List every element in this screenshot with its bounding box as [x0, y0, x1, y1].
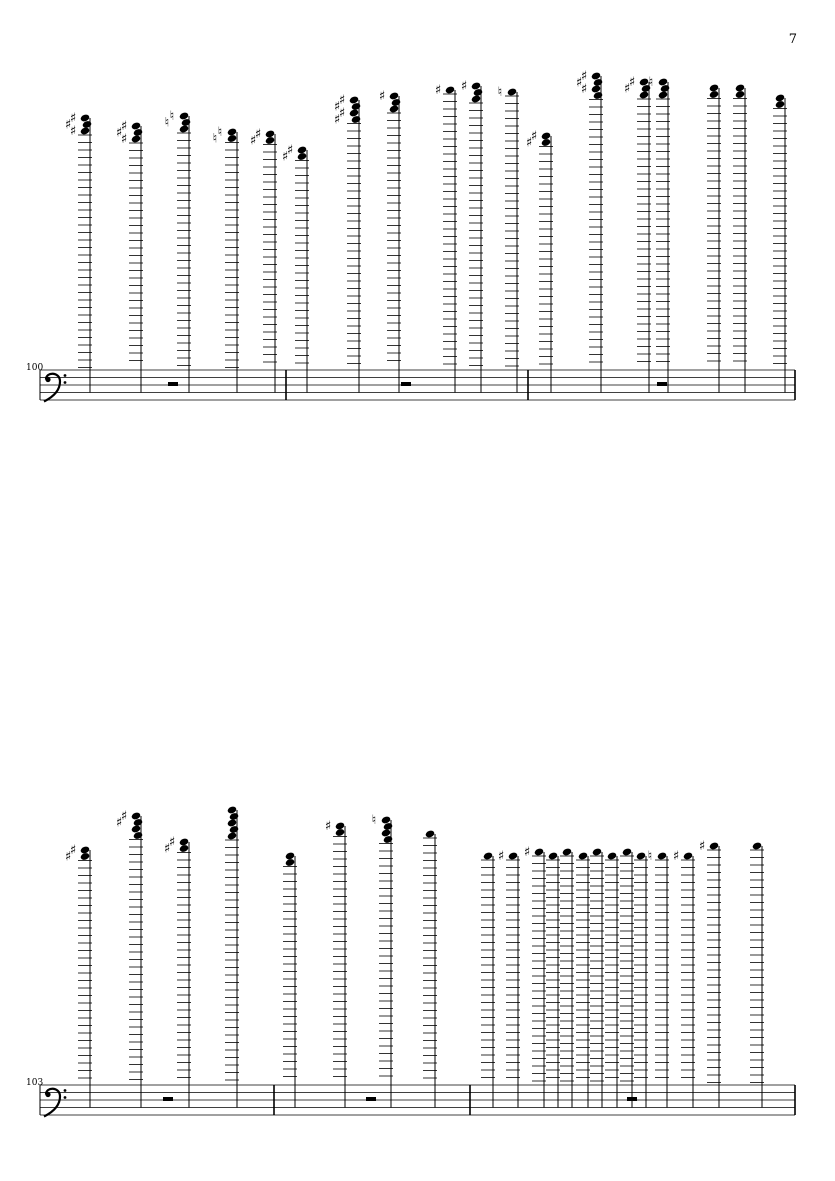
- note-head: [752, 841, 762, 850]
- note-head: [508, 851, 518, 860]
- note-head: [389, 91, 399, 100]
- note-head: [775, 93, 785, 102]
- natural-accidental-icon: ♮: [217, 125, 223, 140]
- note-head: [389, 104, 399, 113]
- note-head: [181, 118, 191, 127]
- note-head: [80, 113, 90, 122]
- note-head: [735, 83, 745, 92]
- note-head: [131, 121, 141, 130]
- note-head: [179, 837, 189, 846]
- natural-accidental-icon: ♮: [647, 849, 653, 864]
- sharp-accidental-icon: ♯: [69, 843, 77, 858]
- note-head: [179, 124, 189, 133]
- note-head: [179, 111, 189, 120]
- note-head: [80, 852, 90, 861]
- note-head: [658, 77, 668, 86]
- note-head: [541, 131, 551, 140]
- note-head: [735, 90, 745, 99]
- note-head: [229, 812, 239, 821]
- whole-rest-icon: [401, 382, 411, 386]
- sharp-accidental-icon: ♯: [324, 819, 332, 834]
- note-head: [131, 824, 141, 833]
- note-head: [622, 847, 632, 856]
- sharp-accidental-icon: ♯: [120, 809, 128, 824]
- note-head: [591, 71, 601, 80]
- note-head: [349, 95, 359, 104]
- sharp-accidental-icon: ♯: [249, 133, 257, 149]
- note-head: [562, 847, 572, 856]
- note-head: [593, 91, 603, 100]
- natural-accidental-icon: ♮: [164, 115, 170, 131]
- sharp-accidental-icon: ♯: [69, 111, 77, 126]
- sharp-accidental-icon: ♯: [525, 135, 533, 151]
- sharp-accidental-icon: ♯: [672, 849, 680, 864]
- note-head: [639, 77, 649, 86]
- note-head: [349, 108, 359, 117]
- note-head: [483, 851, 493, 860]
- sharp-accidental-icon: ♯: [530, 129, 538, 144]
- sharp-accidental-icon: ♯: [64, 117, 72, 133]
- natural-accidental-icon: ♮: [169, 109, 175, 124]
- note-head: [657, 851, 667, 860]
- note-head: [335, 828, 345, 837]
- note-head: [391, 98, 401, 107]
- note-head: [425, 829, 435, 838]
- sharp-accidental-icon: ♯: [623, 81, 631, 97]
- sharp-accidental-icon: ♯: [497, 849, 505, 864]
- bass-clef-dot-icon: [45, 1092, 50, 1097]
- note-head: [445, 85, 455, 94]
- page-number: 7: [788, 32, 797, 47]
- whole-rest-icon: [163, 1097, 173, 1101]
- note-head: [709, 841, 719, 850]
- note-head: [593, 78, 603, 87]
- note-head: [227, 134, 237, 143]
- note-head: [285, 858, 295, 867]
- sharp-accidental-icon: ♯: [580, 82, 588, 97]
- note-head: [507, 87, 517, 96]
- note-head: [709, 83, 719, 92]
- sharp-accidental-icon: ♯: [460, 79, 468, 94]
- bass-clef-lower-dot-icon: [64, 1096, 67, 1099]
- note-head: [381, 815, 391, 824]
- sharp-accidental-icon: ♯: [64, 849, 72, 865]
- note-head: [351, 115, 361, 124]
- sharp-accidental-icon: ♯: [115, 125, 123, 141]
- note-head: [471, 81, 481, 90]
- sharp-accidental-icon: ♯: [523, 845, 531, 860]
- note-head: [541, 138, 551, 147]
- note-head: [133, 831, 143, 840]
- note-head: [607, 851, 617, 860]
- note-head: [131, 811, 141, 820]
- bass-clef-lower-dot-icon: [64, 381, 67, 384]
- sharp-accidental-icon: ♯: [163, 841, 171, 857]
- note-head: [592, 847, 602, 856]
- note-head: [229, 825, 239, 834]
- note-head: [658, 90, 668, 99]
- note-head: [578, 851, 588, 860]
- sharp-accidental-icon: ♯: [698, 839, 706, 854]
- sharp-accidental-icon: ♯: [378, 89, 386, 104]
- note-head: [534, 847, 544, 856]
- note-head: [473, 88, 483, 97]
- note-head: [265, 136, 275, 145]
- measure-number-system-2: 103: [26, 1078, 44, 1088]
- note-head: [133, 818, 143, 827]
- note-head: [709, 90, 719, 99]
- note-head: [381, 828, 391, 837]
- bass-clef-dot-icon: [45, 377, 50, 382]
- sharp-accidental-icon: ♯: [281, 149, 289, 165]
- sharp-accidental-icon: ♯: [628, 75, 636, 90]
- note-head: [227, 818, 237, 827]
- note-head: [285, 851, 295, 860]
- note-head: [351, 102, 361, 111]
- note-head: [131, 134, 141, 143]
- sharp-accidental-icon: ♯: [69, 124, 77, 139]
- note-head: [335, 821, 345, 830]
- sharp-accidental-icon: ♯: [338, 93, 346, 108]
- note-head: [639, 90, 649, 99]
- natural-accidental-icon: ♮: [371, 813, 377, 828]
- sharp-accidental-icon: ♯: [575, 75, 583, 91]
- note-head: [227, 127, 237, 136]
- note-head: [179, 844, 189, 853]
- note-head: [265, 129, 275, 138]
- note-head: [660, 84, 670, 93]
- note-head: [227, 805, 237, 814]
- sharp-accidental-icon: ♯: [333, 112, 341, 128]
- note-head: [133, 128, 143, 137]
- note-head: [591, 84, 601, 93]
- measure-number-system-1: 100: [26, 363, 44, 373]
- natural-accidental-icon: ♮: [212, 131, 218, 147]
- sharp-accidental-icon: ♯: [580, 69, 588, 84]
- note-head: [80, 126, 90, 135]
- sharp-accidental-icon: ♯: [286, 143, 294, 158]
- note-head: [548, 851, 558, 860]
- whole-rest-icon: [366, 1097, 376, 1101]
- whole-rest-icon: [168, 382, 178, 386]
- note-head: [775, 100, 785, 109]
- note-head: [227, 831, 237, 840]
- note-head: [471, 94, 481, 103]
- natural-accidental-icon: ♮: [648, 75, 654, 90]
- sharp-accidental-icon: ♯: [338, 106, 346, 121]
- whole-rest-icon: [657, 382, 667, 386]
- sharp-accidental-icon: ♯: [434, 83, 442, 98]
- sharp-accidental-icon: ♯: [254, 127, 262, 142]
- note-head: [636, 851, 646, 860]
- sharp-accidental-icon: ♯: [168, 835, 176, 850]
- note-head: [383, 835, 393, 844]
- note-head: [297, 152, 307, 161]
- bass-clef-upper-dot-icon: [64, 1089, 67, 1092]
- note-head: [80, 845, 90, 854]
- sharp-accidental-icon: ♯: [115, 815, 123, 831]
- sharp-accidental-icon: ♯: [120, 132, 128, 147]
- note-head: [683, 851, 693, 860]
- bass-clef-upper-dot-icon: [64, 374, 67, 377]
- note-head: [297, 145, 307, 154]
- note-head: [383, 822, 393, 831]
- sharp-accidental-icon: ♯: [333, 99, 341, 115]
- natural-accidental-icon: ♮: [497, 85, 503, 100]
- note-head: [82, 120, 92, 129]
- sharp-accidental-icon: ♯: [120, 119, 128, 134]
